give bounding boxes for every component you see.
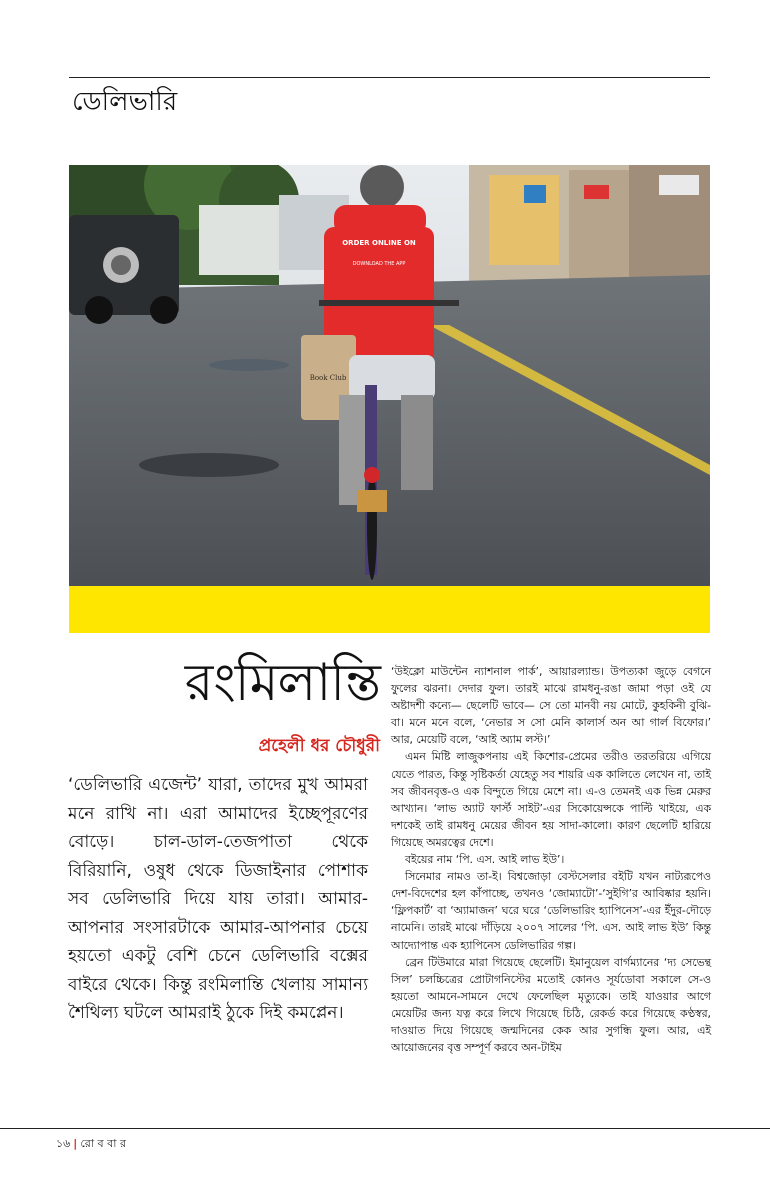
shirt-text-2: DOWNLOAD THE APP [352, 261, 406, 267]
hero-photo [69, 165, 710, 586]
body-paragraph: সিনেমার নামও তা-ই। বিশ্বজোড়া বেস্টসেলার বইটি যখন নাট্যরূপেও দেশ-বিদেশের হল কাঁপাচ্ছে, তখনও ‘জোম্যাটো’-‘সুইগি’র আবিষ্কার হয়নি। ‘ফ্লিপকার্ট’ বা ‘অ্যামাজন’ ঘরে ঘরে ‘ডেলিভারিং হ্যাপিনেস’-এর ইঁদুর-দৌড়ে নামেনি। তারই মাঝে দাঁড়িয়ে ২০০৭ সালের ‘পি. এস. আই লাভ ইউ’ কিন্তু আদ্যোপান্ত এক হ্যাপিনেস ডেলিভারির গল্প। [391, 870, 711, 952]
publication-name: রো ব বা র [80, 1137, 127, 1150]
body-paragraph: বইয়ের নাম ‘পি. এস. আই লাভ ইউ’। [405, 853, 565, 867]
article-byline: প্রহেলী ধর চৌধুরী [258, 736, 380, 756]
shirt-text-1: ORDER ONLINE ON [342, 239, 416, 247]
bag-text: Book Club [309, 374, 347, 382]
page-footer [56, 1136, 126, 1152]
body-paragraph: ব্রেন টিউমারে মারা গিয়েছে ছেলেটি। ইমানুয়েল বার্গম্যানের ‘দ্য সেভেন্থ সিল’ চলচ্চিত্রের প্রোটাগনিস্টের মতোই কোনও সূর্যডোবা সকালে সে-ও হয়তো আমনে-সামনে দেখে ফেলেছিল মৃত্যুকে। তাই যাওয়ার আগে মেয়েটির জন্য যত্ন করে লিখে গিয়েছে চিঠি, রেকর্ড করে গিয়েছে কণ্ঠস্বর, দাওয়াত দিয়ে গিয়েছে জন্মদিনের কেক আর সুগন্ধি ফুল। আর, এই আয়োজনের বৃত্ত সম্পূর্ণ করবে অন-টাইম [391, 955, 711, 1055]
article-intro: ‘ডেলিভারি এজেন্ট’ যারা, তাদের মুখ আমরা মনে রাখি না। এরা আমাদের ইচ্ছেপূরণের বোড়ে। চাল-ডাল-তেজপাতা থেকে বিরিয়ানি, ওষুধ থেকে ডিজাইনার পোশাক সব ডেলিভারি দিয়ে যায় তারা। আমার-আপনার সংসারটাকে আমার-আপনার চেয়ে হয়তো একটু বেশি চেনে ডেলিভারি বক্সের বাইরে থেকে। কিন্তু রংমিলান্তি খেলায় সামান্য শৈথিল্য ঘটলে আমরাই ঠুকে দিই কমপ্লেন। [68, 775, 368, 1023]
section-label: ডেলিভারি [72, 87, 178, 117]
top-rule [69, 77, 710, 78]
page-number: ১৬ [56, 1137, 71, 1150]
accent-band [69, 586, 710, 633]
footer-rule [0, 1128, 770, 1129]
body-paragraph: এমন মিষ্টি লাজুকপনায় এই কিশোর-প্রেমের তরীও তরতরিয়ে এগিয়ে যেতে পারত, কিন্তু সৃষ্টিকর্তা যেহেতু সব শায়রি এক কালিতে লেখেন না, তাই সব জীবনবৃত্ত-ও এক বিন্দুতে গিয়ে মেশে না। এ-ও তেমনই এক ভিন্ন মেরুর আখ্যান। ‘লাভ অ্যাট ফার্স্ট সাইট’-এর সিকোয়েন্সকে পাল্টি খাইয়ে, এক দশকেই তাই রামধনু মেয়ের জীবন হয় সাদা-কালো। কারণ ছেলেটি হারিয়ে গিয়েছে অমরত্বের দেশে। [391, 750, 711, 849]
footer-separator: | [73, 1137, 78, 1150]
body-paragraph: ‘উইক্লো মাউন্টেন ন্যাশনাল পার্ক’, আয়ারল্যান্ড। উপত্যকা জুড়ে বেগনে ফুলের ঝরনা। দেদার ফুল। তারই মাঝে রামধনু-রঙা জামা পড়া ওই যে অষ্টাদশী কন্যে— ছেলেটি ভাবে— সে তো মানবী নয় মোটে, কুহকিনী বুঝি-বা। মনে মনে বলে, ‘নেভার স সো মেনি কালার্স অন আ গার্ল বিফোর।’ আর, মেয়েটি বলে, ‘আই অ্যাম লস্ট।’ [391, 665, 711, 747]
article-headline: রংমিলান্তি [184, 653, 380, 713]
article-body-column [391, 663, 711, 1056]
